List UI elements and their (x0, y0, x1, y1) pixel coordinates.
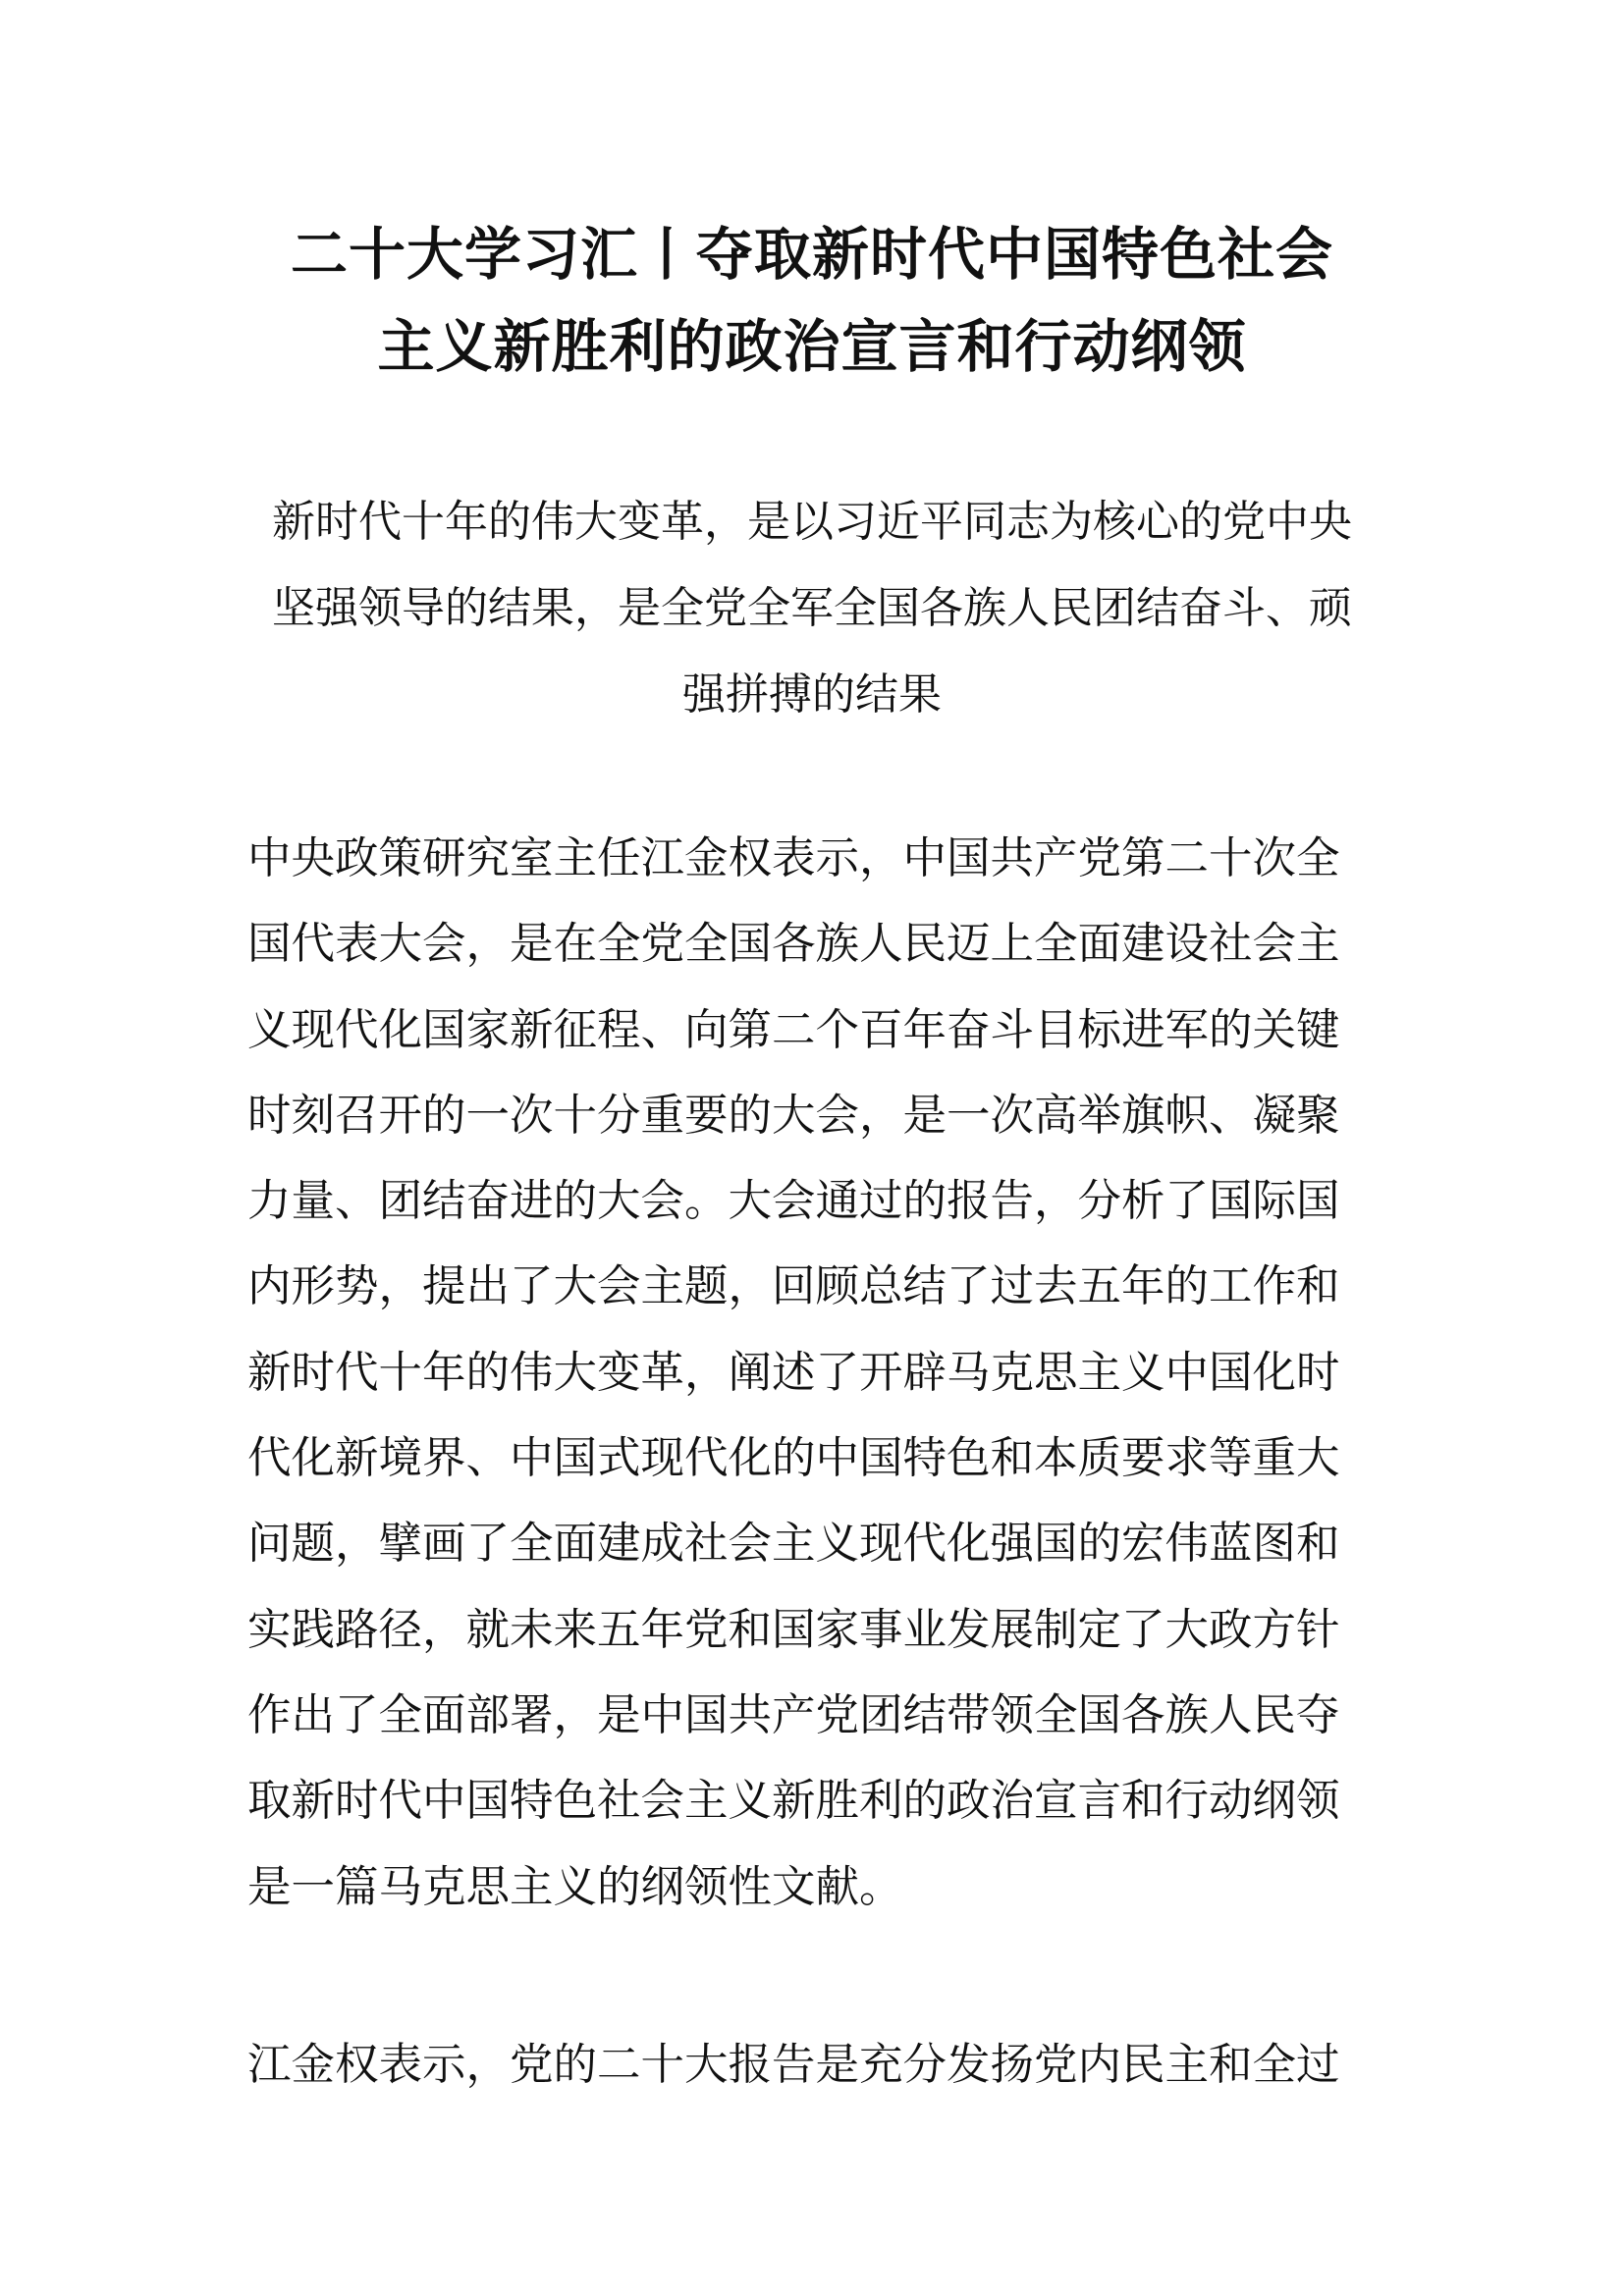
title-line-2: 主义新胜利的政治宣言和行动纲领 (377, 313, 1247, 380)
paragraph-line: 义现代化国家新征程、向第二个百年奋斗目标进军的关键 (247, 1004, 1340, 1055)
paragraph-line: 江金权表示，党的二十大报告是充分发扬党内民主和全过 (247, 2040, 1340, 2090)
paragraph-line: 内形势，提出了大会主题，回顾总结了过去五年的工作和 (247, 1261, 1340, 1312)
paragraph-line: 实践路径，就未来五年党和国家事业发展制定了大政方针 (247, 1604, 1340, 1655)
paragraph-line: 力量、团结奋进的大会。大会通过的报告，分析了国际国 (247, 1176, 1340, 1227)
page-title (236, 208, 1388, 393)
paragraph-line: 国代表大会，是在全党全国各族人民迈上全面建设社会主 (247, 919, 1340, 970)
paragraph-line: 是一篇马克思主义的纲领性文献。 (247, 1861, 903, 1912)
body-paragraph-2 (247, 2022, 1406, 2108)
subtitle-line-2: 坚强领导的结果，是全党全军全国各族人民团结奋斗、顽 (272, 583, 1352, 633)
subtitle-line-3: 强拼搏的结果 (682, 669, 942, 720)
paragraph-line: 新时代十年的伟大变革，阐述了开辟马克思主义中国化时 (247, 1347, 1340, 1398)
subtitle-line-1: 新时代十年的伟大变革，是以习近平同志为核心的党中央 (272, 497, 1352, 547)
paragraph-line: 代化新境界、中国式现代化的中国特色和本质要求等重大 (247, 1433, 1340, 1484)
paragraph-line: 中央政策研究室主任江金权表示，中国共产党第二十次全 (247, 833, 1340, 883)
paragraph-line: 作出了全面部署，是中国共产党团结带领全国各族人民夺 (247, 1689, 1340, 1740)
title-line-1: 二十大学习汇丨夺取新时代中国特色社会 (290, 221, 1333, 288)
paragraph-line: 取新时代中国特色社会主义新胜利的政治宣言和行动纲领 (247, 1776, 1340, 1827)
paragraph-line: 问题，擘画了全面建成社会主义现代化强国的宏伟蓝图和 (247, 1519, 1340, 1570)
subtitle (245, 479, 1379, 738)
body-paragraph-1 (247, 816, 1406, 1930)
paragraph-line: 时刻召开的一次十分重要的大会，是一次高举旗帜、凝聚 (247, 1090, 1340, 1141)
